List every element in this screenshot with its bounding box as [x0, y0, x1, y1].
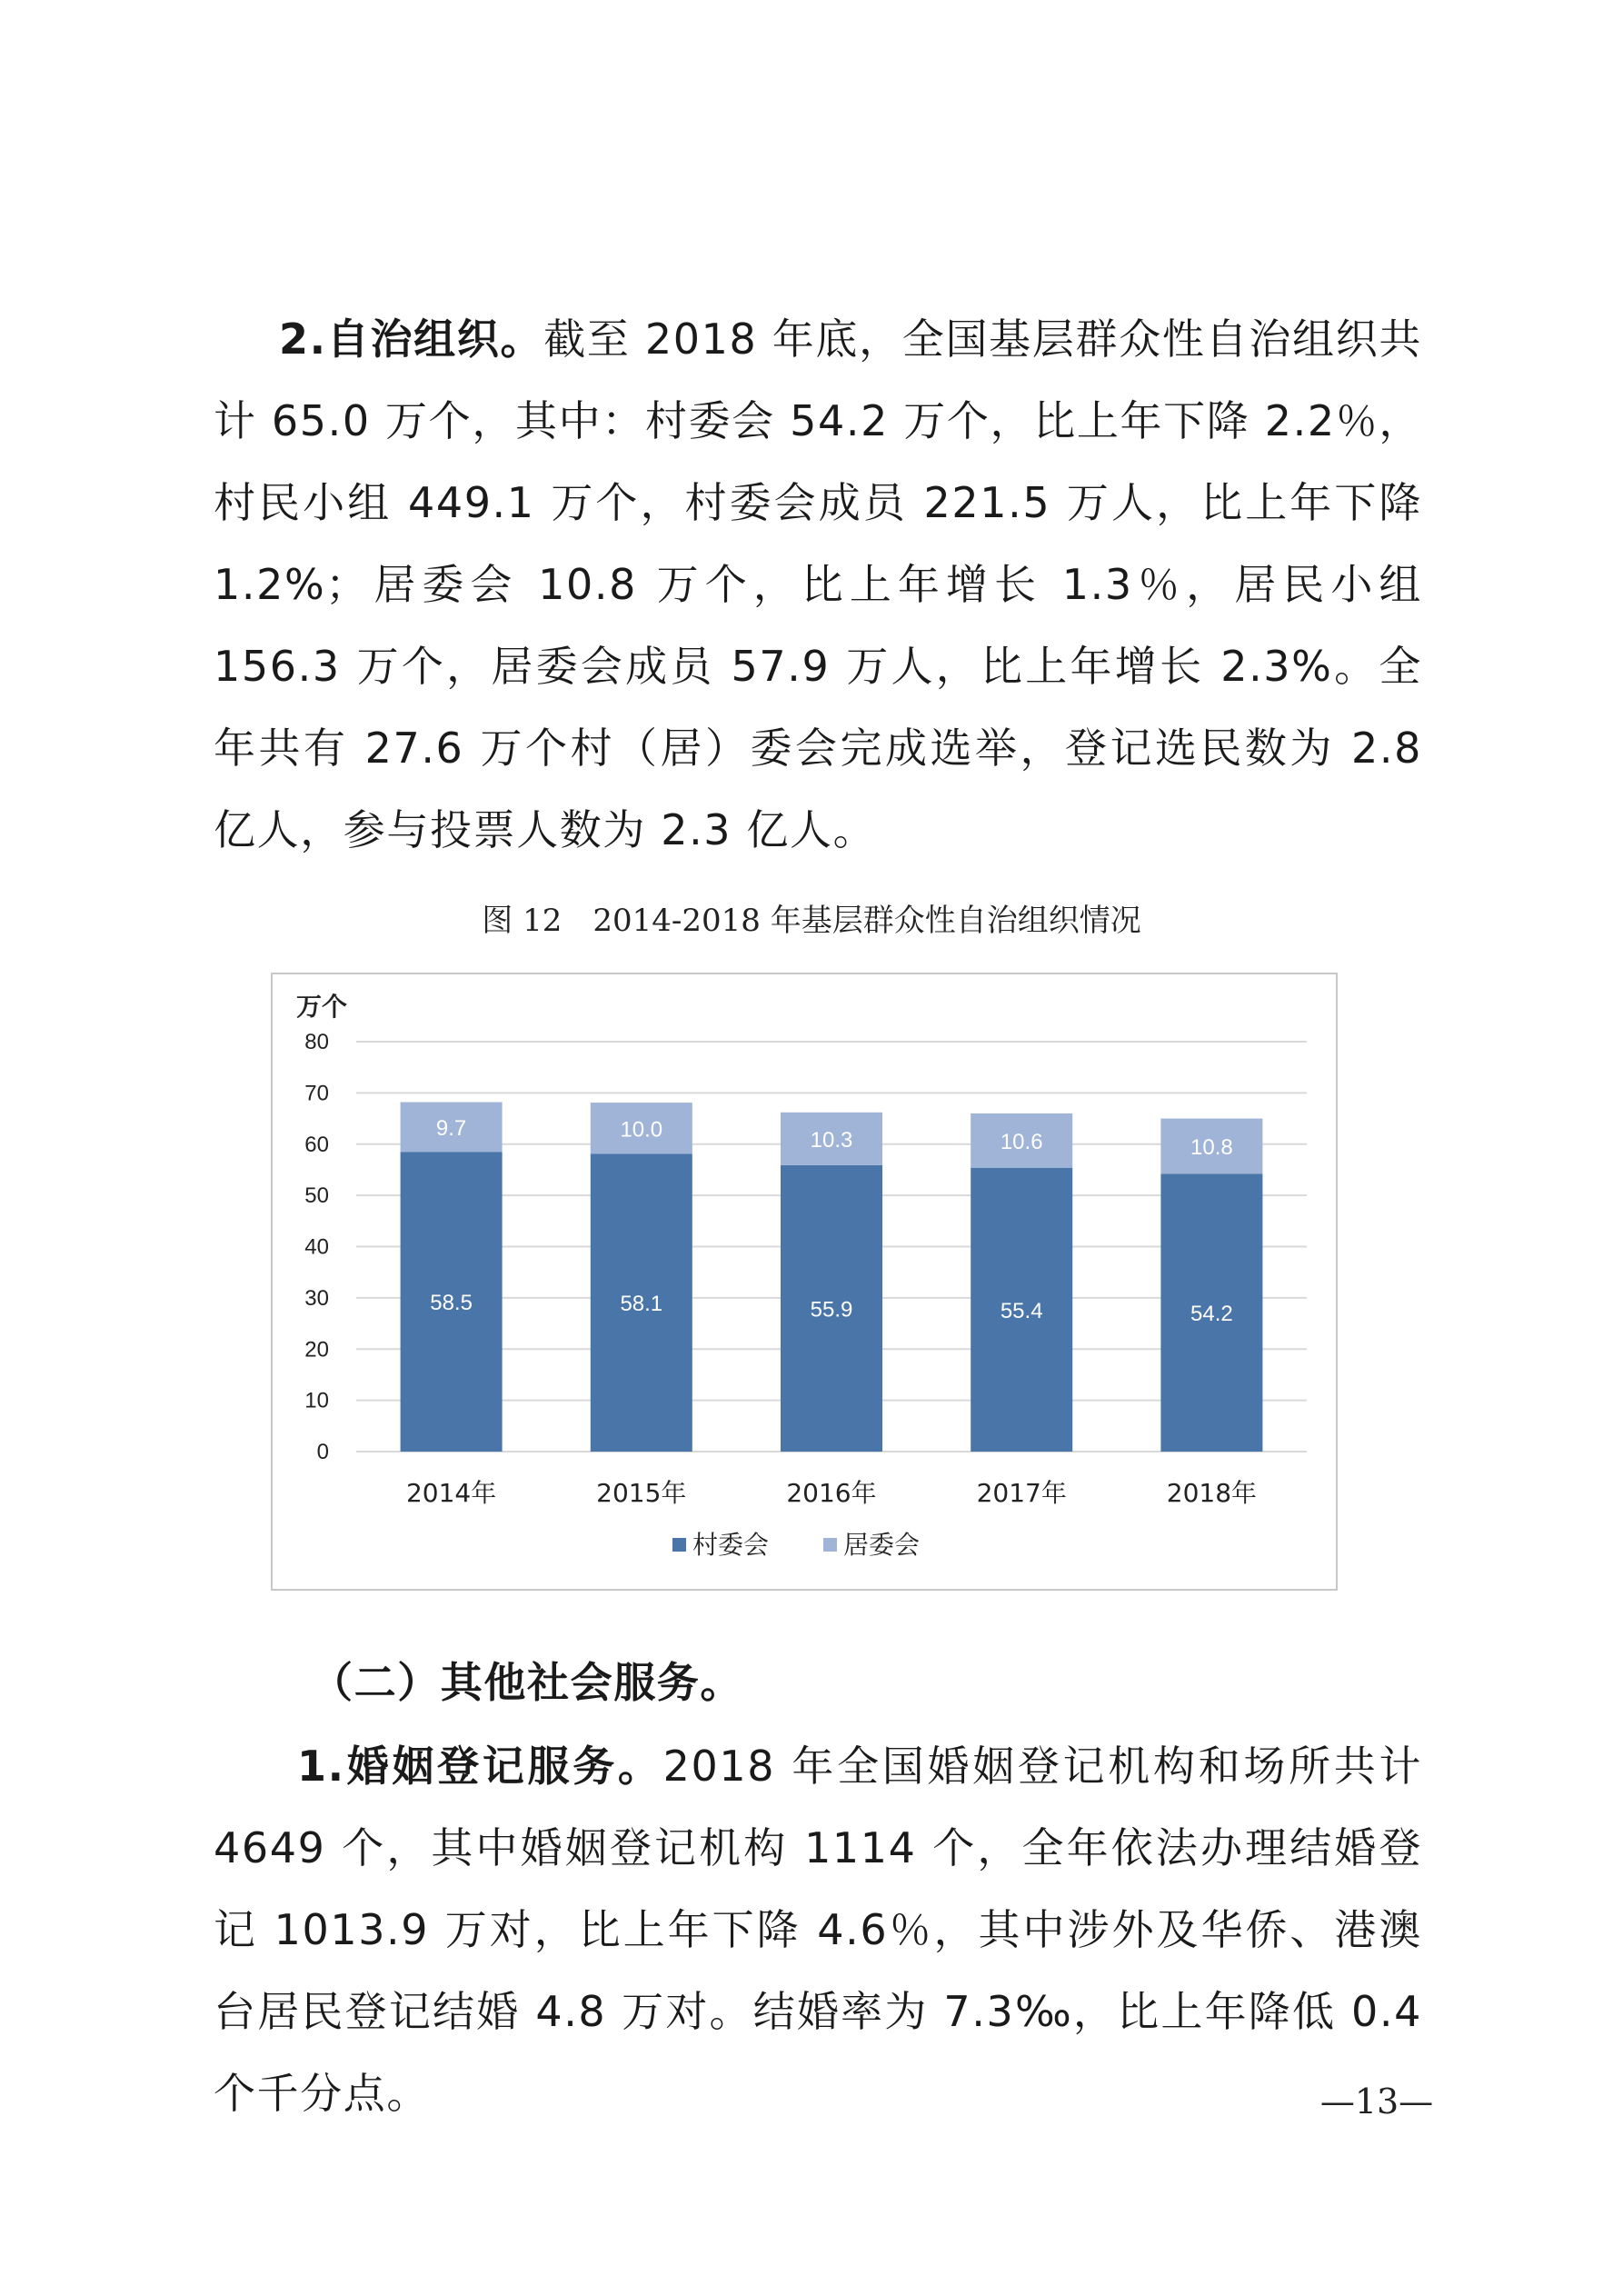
x-category-label: 2018年: [1166, 1478, 1258, 1508]
paragraph-body: 截至 2018 年底，全国基层群众性自治组织共计 65.0 万个，其中：村委会 54.2 万个，比上年下降 2.2％，村民小组 449.1 万个，村委会成员 221.5 万人，比上年下降 1.2%；居委会 10.8 万个，比上年增长 1.3％，居民小组 156.3 万个，居委会成员 57.9 万人，比上年增长 2.3%。全年共有 27.6 万个村（居）委会完成选举，登记选民数为 2.8 亿人，参与投票人数为 2.3 亿人。: [214, 314, 1422, 854]
paragraph-heading: 1.婚姻登记服务。: [297, 1742, 663, 1791]
bar-data-label: 55.9: [810, 1297, 853, 1323]
y-tick-label: 30: [304, 1285, 329, 1311]
bar-data-label: 55.4: [1000, 1298, 1043, 1323]
y-tick-label: 10: [304, 1388, 329, 1413]
x-category-label: 2016年: [786, 1478, 877, 1508]
y-tick-label: 40: [304, 1234, 329, 1260]
bar-data-label: 58.1: [620, 1292, 663, 1317]
paragraph-body: 2018 年全国婚姻登记机构和场所共计 4649 个，其中婚姻登记机构 1114 个，全年依法办理结婚登记 1013.9 万对，比上年下降 4.6％，其中涉外及华侨、港澳台居民登记结婚 4.8 万对。结婚率为 7.3‰，比上年降低 0.4 个千分点。: [214, 1742, 1422, 2118]
bar-data-label: 9.7: [435, 1115, 467, 1141]
x-category-label: 2015年: [596, 1478, 687, 1508]
bar-data-label: 58.5: [430, 1291, 473, 1316]
y-tick-label: 20: [304, 1337, 329, 1363]
figure-caption: 图 12 2014-2018 年基层群众性自治组织情况: [482, 903, 1141, 939]
bar-data-label: 10.6: [1000, 1129, 1043, 1154]
legend-item: [823, 1530, 920, 1560]
paragraph-heading: 2.自治组织。: [279, 314, 544, 364]
y-tick-label: 50: [304, 1183, 329, 1209]
paragraph-autonomous-organizations: [214, 298, 1422, 871]
section-heading-other-services: （二）其他社会服务。: [311, 1658, 743, 1707]
page-number: —13—: [1319, 2081, 1434, 2121]
legend-label: 村委会: [692, 1530, 770, 1560]
y-tick-label: 70: [304, 1081, 329, 1106]
y-axis-unit-label: 万个: [296, 992, 348, 1022]
legend-swatch: [823, 1538, 837, 1552]
y-tick-label: 80: [304, 1030, 329, 1054]
bar-data-label: 10.8: [1190, 1135, 1233, 1161]
bar-data-label: 10.3: [810, 1127, 853, 1153]
x-category-label: 2017年: [976, 1478, 1067, 1508]
y-tick-label: 0: [316, 1440, 329, 1464]
bar-data-label: 10.0: [620, 1117, 663, 1143]
legend-swatch: [672, 1538, 686, 1552]
legend-item: [672, 1530, 769, 1560]
legend-label: 居委会: [843, 1530, 921, 1560]
y-tick-label: 60: [304, 1132, 329, 1157]
bar-data-label: 54.2: [1190, 1302, 1233, 1327]
x-category-label: 2014年: [405, 1478, 497, 1508]
chart-container: [271, 973, 1338, 1591]
stacked-bar-chart: [273, 974, 1336, 1589]
paragraph-marriage-registration: [214, 1725, 1422, 2134]
